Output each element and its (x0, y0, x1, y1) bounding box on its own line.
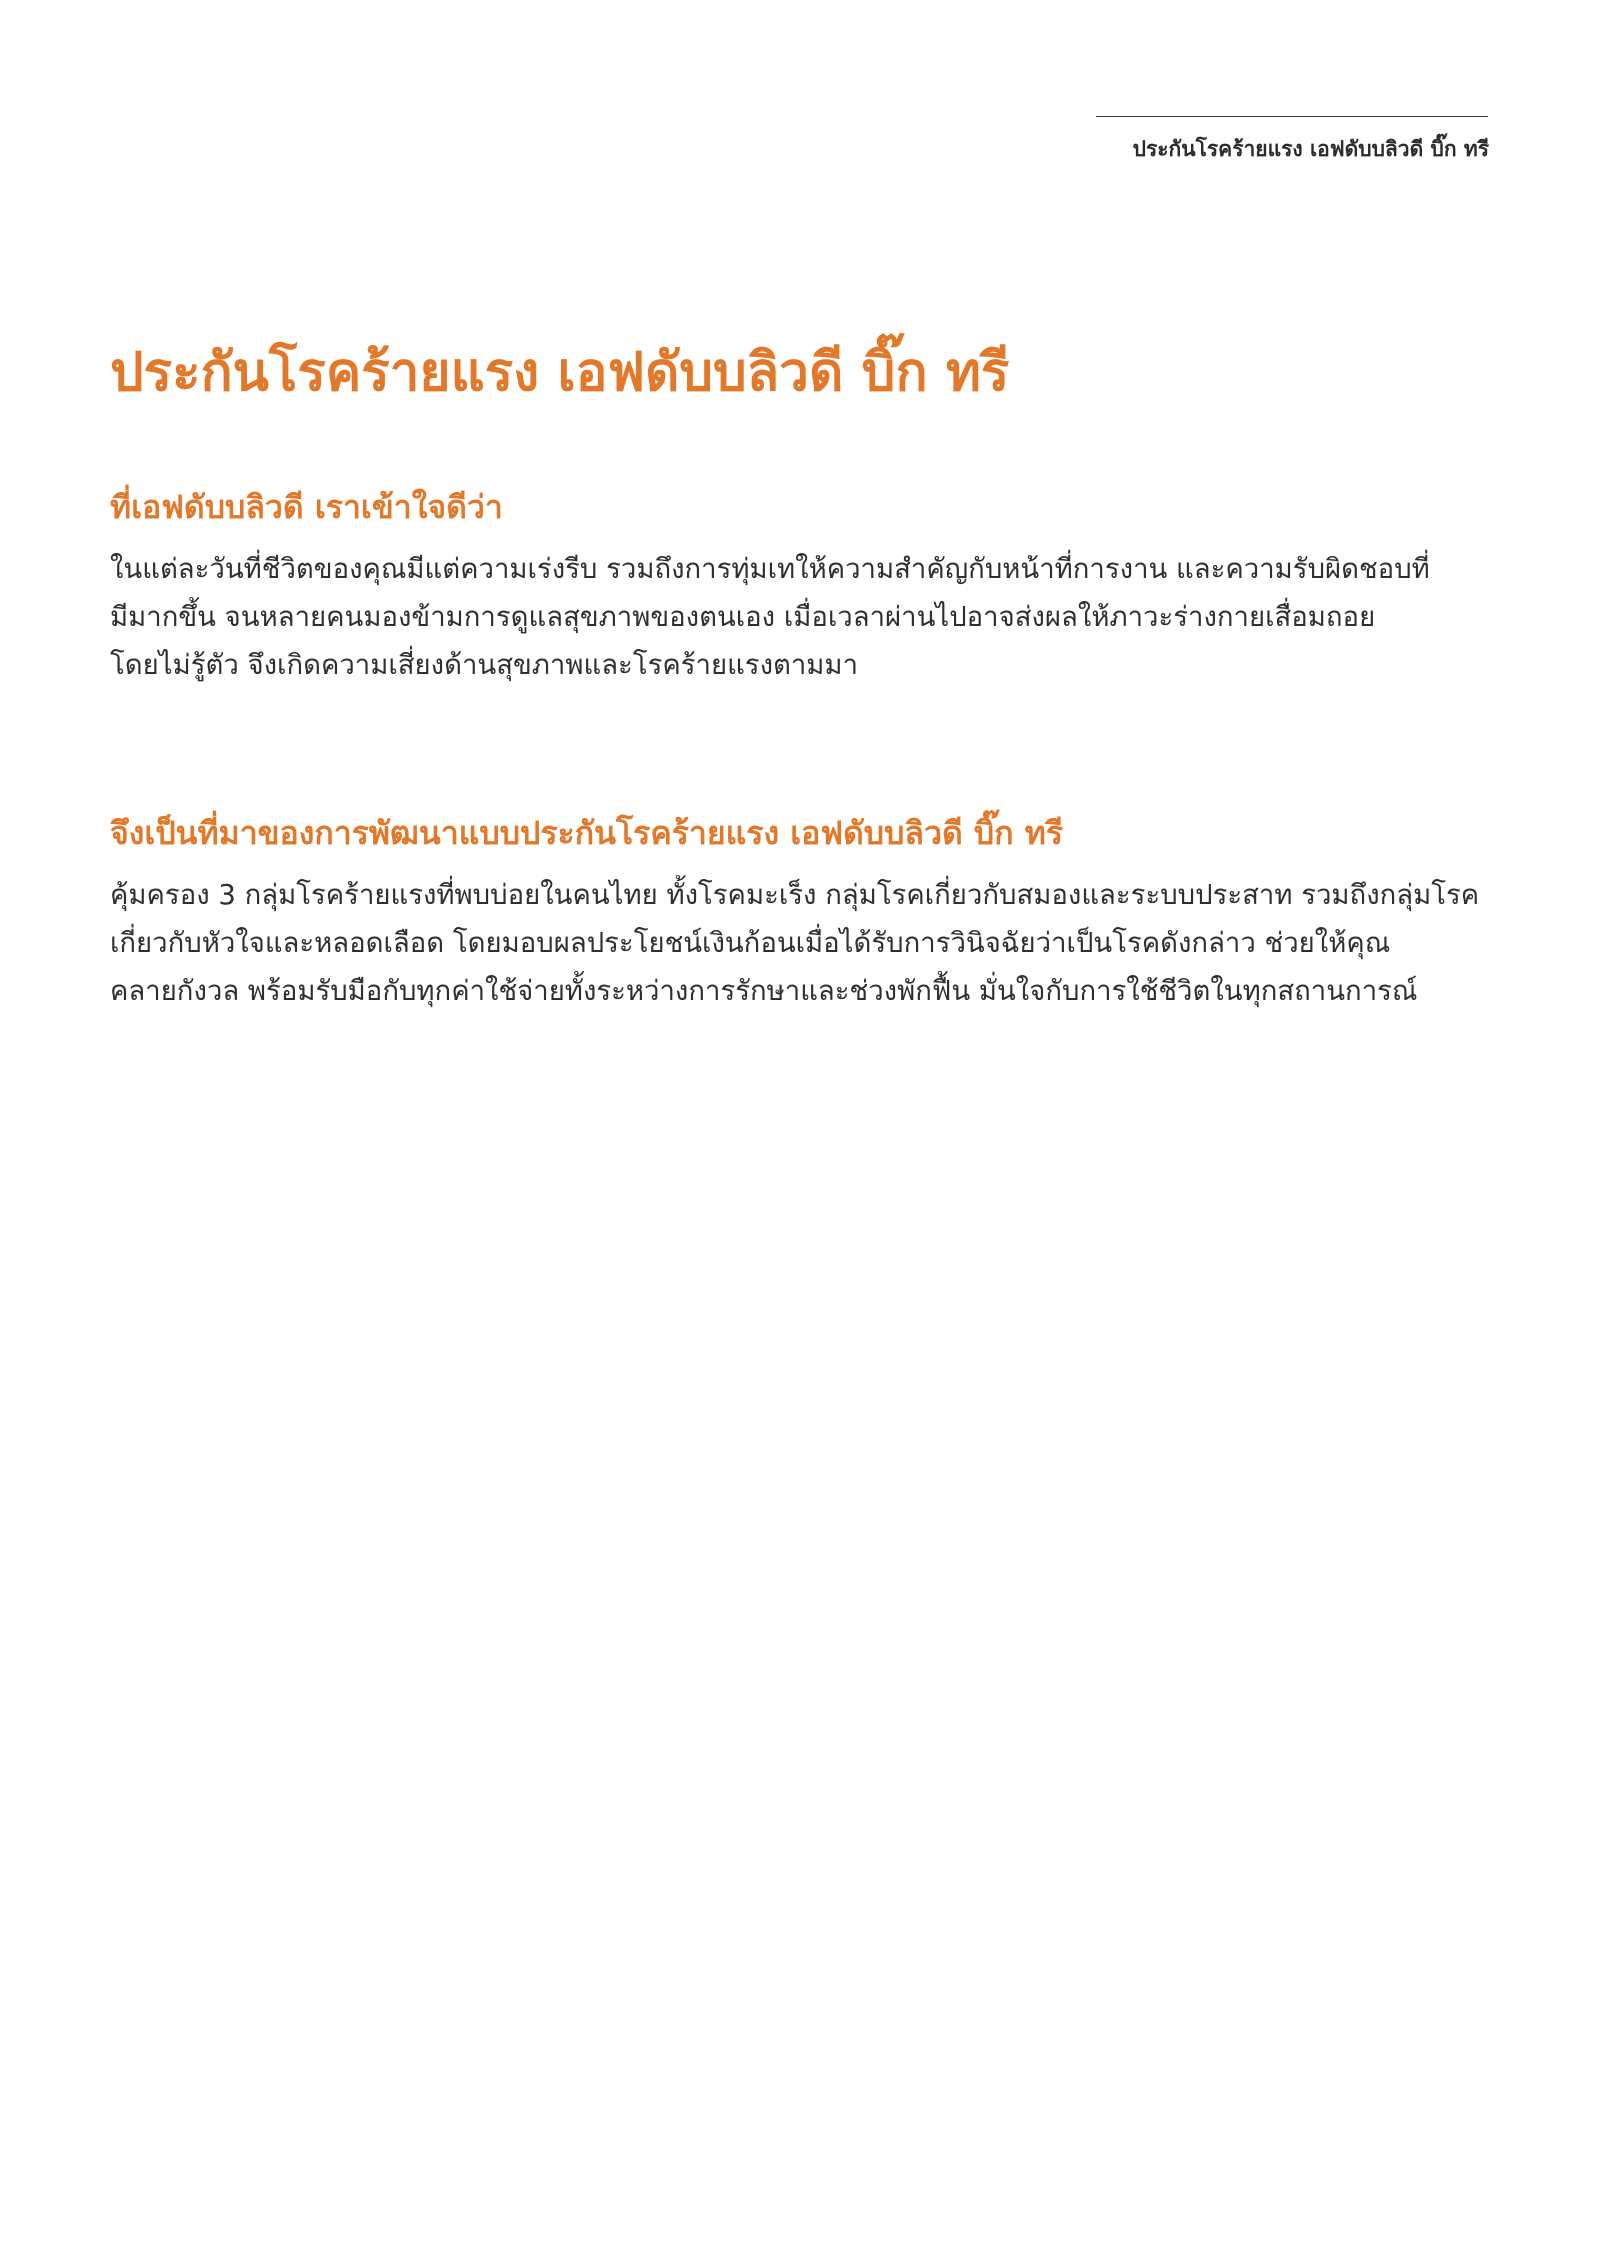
paragraph-line: มีมากขึ้น จนหลายคนมองข้ามการดูแลสุขภาพของตนเอง เมื่อเวลาผ่านไปอาจส่งผลให้ภาวะร่างกายเสื่อมถอย (110, 601, 1376, 633)
header-rule (1096, 116, 1488, 117)
section-heading: ที่เอฟดับบลิวดี เราเข้าใจดีว่า (110, 488, 503, 526)
paragraph-line: คลายกังวล พร้อมรับมือกับทุกค่าใช้จ่ายทั้งระหว่างการรักษาและช่วงพักฟื้น มั่นใจกับการใช้ชีวิตในทุกสถานการณ์ (110, 975, 1418, 1007)
paragraph (110, 871, 1490, 1015)
page-title: ประกันโรคร้ายแรง เอฟดับบลิวดี บิ๊ก ทรี (110, 342, 1010, 403)
paragraph-line: ในแต่ละวันที่ชีวิตของคุณมีแต่ความเร่งรีบ รวมถึงการทุ่มเทให้ความสำคัญกับหน้าที่การงาน และความรับผิดชอบที่ (110, 553, 1430, 585)
paragraph (110, 545, 1490, 689)
section-intro (110, 482, 1490, 689)
running-header: ประกันโรคร้ายแรง เอฟดับบลิวดี บิ๊ก ทรี (1132, 137, 1489, 161)
paragraph-line: คุ้มครอง 3 กลุ่มโรคร้ายแรงที่พบบ่อยในคนไทย ทั้งโรคมะเร็ง กลุ่มโรคเกี่ยวกับสมองและระบบประสาท รวมถึงกลุ่มโรค (110, 879, 1480, 911)
section-heading: จึงเป็นที่มาของการพัฒนาแบบประกันโรคร้ายแรง เอฟดับบลิวดี บิ๊ก ทรี (110, 814, 1064, 852)
section-coverage (110, 808, 1490, 1015)
paragraph-line: เกี่ยวกับหัวใจและหลอดเลือด โดยมอบผลประโยชน์เงินก้อนเมื่อได้รับการวินิจฉัยว่าเป็นโรคดังกล่าว ช่วยให้คุณ (110, 927, 1391, 959)
paragraph-line: โดยไม่รู้ตัว จึงเกิดความเสี่ยงด้านสุขภาพและโรคร้ายแรงตามมา (110, 649, 859, 681)
